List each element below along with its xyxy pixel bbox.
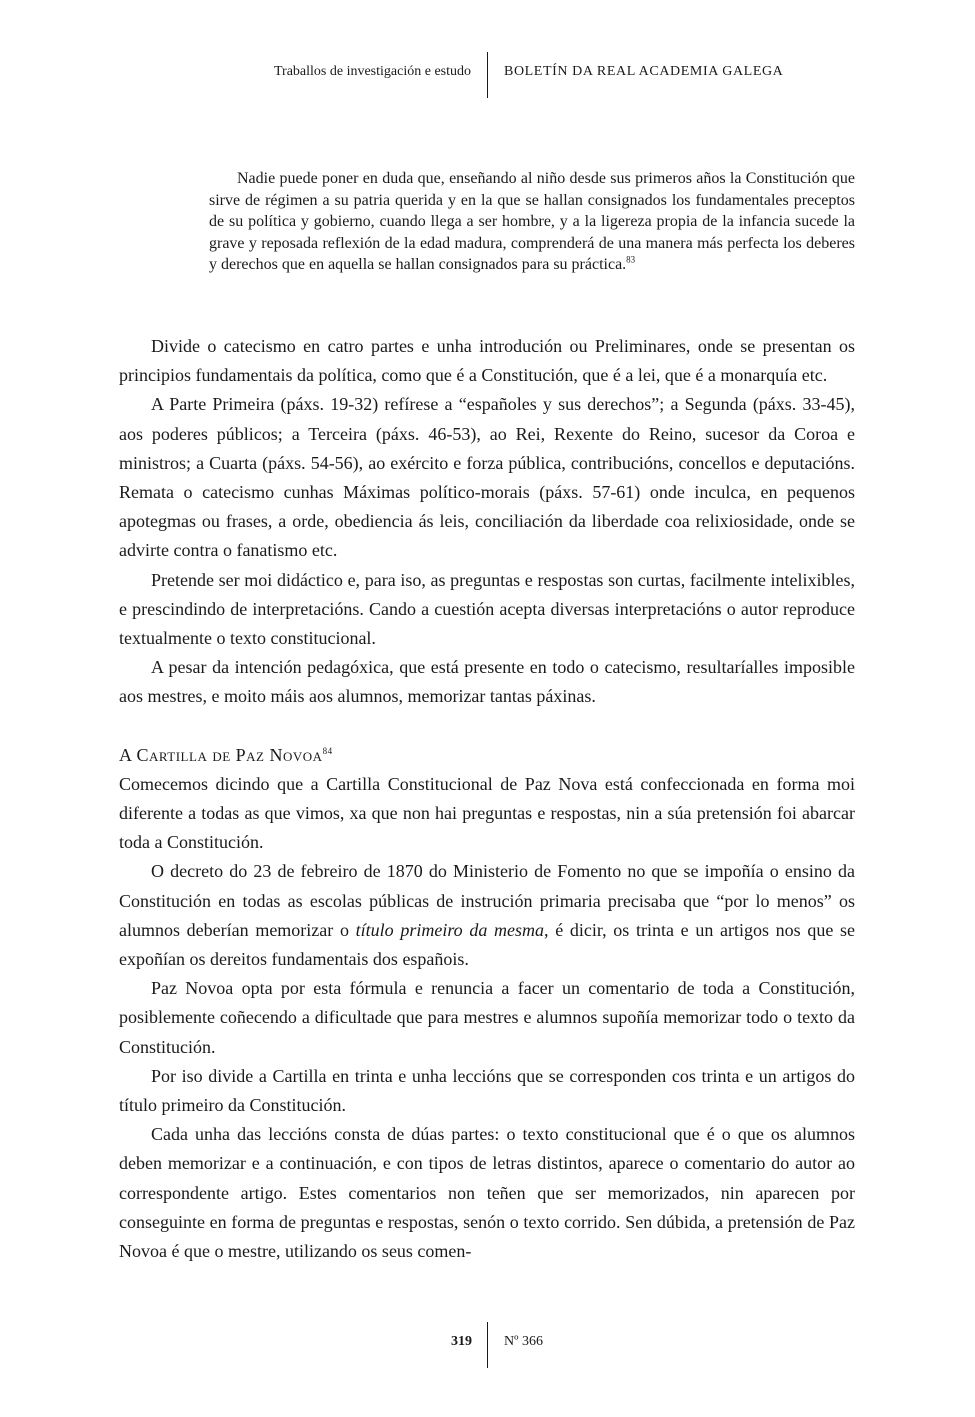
paragraph: Por iso divide a Cartilla en trinta e unha leccións que se corresponden cos trinta e un artigos do título primeiro da Constitución. (119, 1065, 855, 1116)
quote-paragraph (209, 168, 855, 276)
footer-divider (487, 1322, 488, 1368)
header-section-title: Traballos de investigación e estudo (273, 64, 471, 79)
paragraph (119, 857, 855, 974)
paragraph: Cada unha das leccións consta de dúas partes: o texto constitucional que é o que os alumnos deben memorizar e a continuación, e con tipos de letras distintos, aparece o comentario do autor ao correspondente artigo. Estes comentarios non teñen que ser memorizados, nin aparecen por conseguinte en forma de preguntas e respostas, senón o texto corrido. Sen dúbida, a pretensión de Paz Novoa é que o mestre, utilizando os seus comen- (119, 1124, 855, 1262)
section-heading (119, 741, 855, 770)
issue-number: Nº 366 (504, 1334, 543, 1349)
page-header (0, 52, 975, 100)
paragraph: A pesar da intención pedagóxica, que está presente en todo o catecismo, resultaríalles imposible aos mestres, e moito máis aos alumnos, memorizar tantas páxinas. (119, 657, 855, 707)
quote-text: Nadie puede poner en duda que, enseñando al niño desde sus primeros años la Constitución que sirve de régimen a su patria querida y en la que se hallan consignados los fundamentales preceptos de su política y gobierno, cuando llega a ser hombre, y a la ligereza propia de la infancia sucede la grave y reposada reflexión de la edad madura, comprenderá de una manera más perfecta los deberes y derechos que en aquella se hallan consignados para su práctica. (209, 170, 855, 273)
italic-phrase: título primeiro da mesma (355, 919, 545, 940)
page-number: 319 (451, 1334, 472, 1349)
paragraph: Paz Novoa opta por esta fórmula e renuncia a facer un comentario de toda a Constitución, posiblemente coñecendo a dificultade que para mestres e alumnos supoñía memorizar todo o texto da Constitución. (119, 978, 855, 1057)
footnote-ref-84: 84 (322, 745, 333, 756)
page-footer (0, 1322, 975, 1370)
paragraph: A Parte Primeira (páxs. 19-32) refírese a “españoles y sus derechos”; a Segunda (páxs. 33-45), aos poderes públicos; a Terceira (páxs. 46-53), ao Rei, Rexente do Reino, sucesor da Coroa e ministros; a Cuarta (páxs. 54-56), ao exército e forza pública, contribucións, concellos e deputacións. Remata o catecismo cunhas Máximas político-morais (páxs. 57-61) onde inculca, en pequenos apotegmas ou frases, a orde, obediencia ás leis, conciliación da liberdade coa relixiosidade, onde se advirte contra o fanatismo etc. (119, 394, 855, 561)
paragraph: Comecemos dicindo que a Cartilla Constitucional de Paz Nova está confeccionada en forma moi diferente a todas as que vimos, xa que non hai preguntas e respostas, nin a súa pretensión foi abarcar toda a Constitución. (119, 773, 855, 853)
paragraph-text: O decreto do 23 de febreiro de 1870 do Ministerio de Fomento no que se impoñía o ensino da Constitución en todas as escolas públicas de instrución primaria precisaba que “por lo menos” os alumnos deberían memorizar o (119, 861, 855, 940)
footnote-ref-83: 83 (626, 254, 636, 265)
main-text (119, 332, 855, 1266)
paragraph-text: , é dicir, os trinta e un artigos nos que se expoñían os dereitos fundamentais dos españois. (119, 919, 856, 970)
paragraph: Pretende ser moi didáctico e, para iso, as preguntas e respostas son curtas, facilmente intelixibles, e prescindindo de interpretacións. Cando a cuestión acepta diversas interpretacións o autor reproduce textualmente o texto constitucional. (119, 569, 855, 649)
section-heading-text: A Cartilla de Paz Novoa (119, 744, 323, 765)
paragraph: Divide o catecismo en catro partes e unha introdución ou Preliminares, onde se presentan os principios fundamentais da política, como que é a Constitución, que é a lei, que é a monarquía etc. (119, 336, 855, 386)
header-journal-title: BOLETÍN DA REAL ACADEMIA GALEGA (504, 64, 784, 79)
block-quote (209, 168, 855, 276)
header-divider (487, 52, 488, 98)
